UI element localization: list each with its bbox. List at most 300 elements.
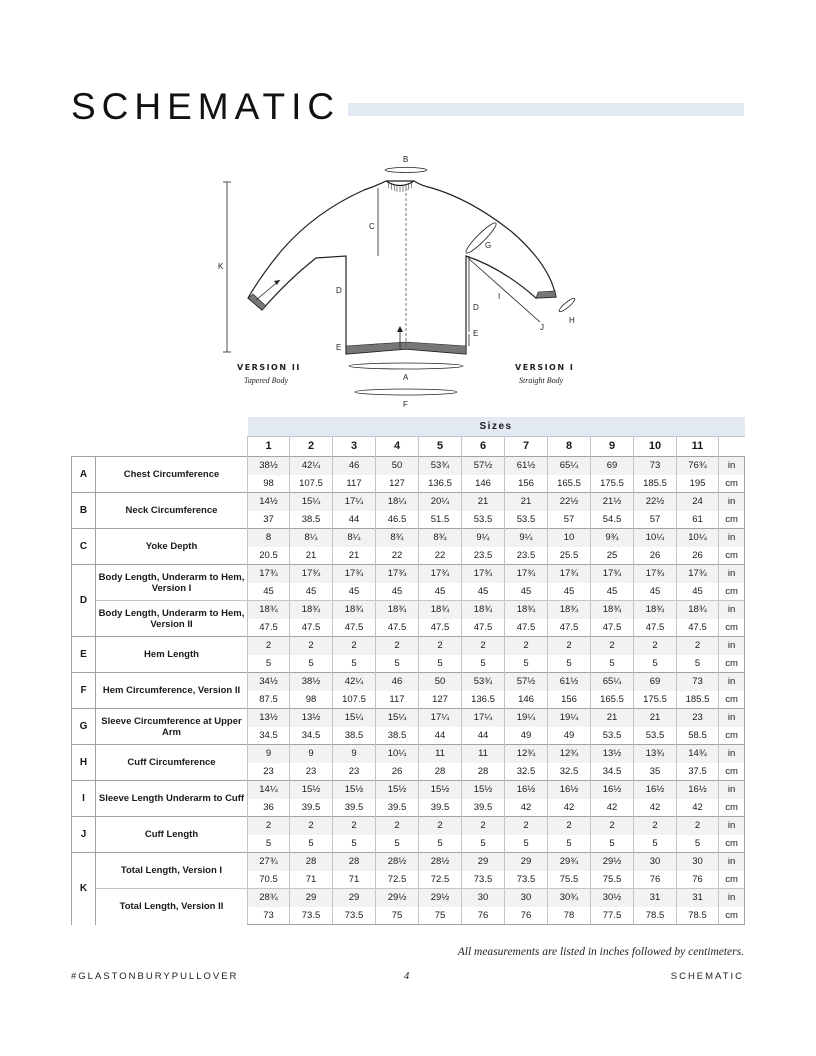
measurement-value: 156 bbox=[548, 691, 591, 709]
measurement-value: 15½ bbox=[462, 781, 505, 799]
measurement-letter: K bbox=[72, 853, 96, 925]
measurement-value: 17¼ bbox=[462, 709, 505, 727]
unit-label: in bbox=[719, 673, 745, 691]
measurement-value: 12¾ bbox=[548, 745, 591, 763]
unit-label: cm bbox=[719, 655, 745, 673]
measurement-value: 78.5 bbox=[677, 907, 719, 925]
measurement-value: 53.5 bbox=[634, 727, 677, 745]
size-header: 6 bbox=[462, 437, 505, 457]
measurement-value: 45 bbox=[505, 583, 548, 601]
measurement-value: 47.5 bbox=[290, 619, 333, 637]
measurement-value: 29½ bbox=[419, 889, 462, 907]
measurement-value: 18¾ bbox=[677, 601, 719, 619]
measurement-value: 165.5 bbox=[548, 475, 591, 493]
measurement-value: 14¾ bbox=[677, 745, 719, 763]
measurement-value: 75.5 bbox=[591, 871, 634, 889]
measurement-value: 2 bbox=[548, 637, 591, 655]
measurement-value: 38.5 bbox=[376, 727, 419, 745]
unit-label: cm bbox=[719, 835, 745, 853]
measurement-value: 10¼ bbox=[376, 745, 419, 763]
title-accent-bar bbox=[348, 103, 744, 116]
measurement-value: 42 bbox=[505, 799, 548, 817]
measurement-value: 2 bbox=[634, 817, 677, 835]
measurement-value: 71 bbox=[333, 871, 376, 889]
measurement-value: 20¼ bbox=[419, 493, 462, 511]
measurement-name: Body Length, Underarm to Hem, Version I bbox=[96, 565, 248, 601]
measurement-value: 71 bbox=[290, 871, 333, 889]
unit-label: in bbox=[719, 709, 745, 727]
measurement-value: 2 bbox=[333, 637, 376, 655]
measurement-value: 39.5 bbox=[462, 799, 505, 817]
measurement-value: 156 bbox=[505, 475, 548, 493]
footer-section: SCHEMATIC bbox=[670, 971, 744, 982]
measurement-value: 8¾ bbox=[376, 529, 419, 547]
measurement-value: 35 bbox=[634, 763, 677, 781]
measurement-value: 15¼ bbox=[333, 709, 376, 727]
measurement-value: 2 bbox=[290, 637, 333, 655]
measurement-value: 76 bbox=[677, 871, 719, 889]
measurement-value: 18¾ bbox=[419, 601, 462, 619]
measurement-value: 127 bbox=[419, 691, 462, 709]
measurement-name: Chest Circumference bbox=[96, 457, 248, 493]
measurement-value: 5 bbox=[290, 655, 333, 673]
measurement-value: 5 bbox=[248, 655, 290, 673]
measurement-value: 9 bbox=[248, 745, 290, 763]
measurement-value: 175.5 bbox=[634, 691, 677, 709]
measurement-value: 17¾ bbox=[248, 565, 290, 583]
measurement-value: 13½ bbox=[290, 709, 333, 727]
measurement-value: 117 bbox=[333, 475, 376, 493]
measurement-value: 37.5 bbox=[677, 763, 719, 781]
cuff-ellipse bbox=[558, 297, 577, 314]
measurement-value: 18¾ bbox=[376, 601, 419, 619]
size-header: 1 bbox=[248, 437, 290, 457]
measurement-value: 45 bbox=[419, 583, 462, 601]
table-row bbox=[72, 817, 745, 835]
unit-label: in bbox=[719, 565, 745, 583]
measurement-value: 2 bbox=[376, 637, 419, 655]
measurement-value: 73.5 bbox=[290, 907, 333, 925]
chest-circumference-ellipse bbox=[349, 363, 463, 369]
measurement-value: 5 bbox=[419, 655, 462, 673]
measurement-value: 185.5 bbox=[634, 475, 677, 493]
label-e-left: E bbox=[336, 343, 342, 352]
measurement-value: 47.5 bbox=[505, 619, 548, 637]
label-c: C bbox=[369, 222, 375, 231]
measurement-value: 18¾ bbox=[462, 601, 505, 619]
measurement-value: 21 bbox=[591, 709, 634, 727]
measurement-value: 53.5 bbox=[462, 511, 505, 529]
table-row bbox=[72, 457, 745, 475]
neck-outline bbox=[386, 181, 414, 186]
measurement-value: 57 bbox=[548, 511, 591, 529]
table-row bbox=[72, 673, 745, 691]
measurement-value: 146 bbox=[462, 475, 505, 493]
measurement-value: 21 bbox=[290, 547, 333, 565]
measurement-value: 54.5 bbox=[591, 511, 634, 529]
measurement-value: 50 bbox=[376, 457, 419, 475]
measurement-value: 15½ bbox=[419, 781, 462, 799]
measurement-value: 2 bbox=[677, 817, 719, 835]
right-cuff bbox=[536, 291, 556, 298]
measurement-value: 30½ bbox=[591, 889, 634, 907]
measurement-value: 45 bbox=[634, 583, 677, 601]
measurement-value: 23.5 bbox=[462, 547, 505, 565]
measurement-value: 57 bbox=[634, 511, 677, 529]
measurement-value: 18¾ bbox=[505, 601, 548, 619]
unit-label: in bbox=[719, 637, 745, 655]
measurement-value: 75 bbox=[376, 907, 419, 925]
measurement-value: 47.5 bbox=[548, 619, 591, 637]
measurement-value: 5 bbox=[419, 835, 462, 853]
measurement-value: 39.5 bbox=[333, 799, 376, 817]
measurement-value: 45 bbox=[462, 583, 505, 601]
measurement-value: 15½ bbox=[290, 781, 333, 799]
measurement-value: 53.5 bbox=[505, 511, 548, 529]
table-row bbox=[72, 565, 745, 583]
unit-label: cm bbox=[719, 619, 745, 637]
measurement-value: 28 bbox=[333, 853, 376, 871]
measurement-letter: I bbox=[72, 781, 96, 817]
measurement-value: 45 bbox=[591, 583, 634, 601]
measurement-value: 23 bbox=[333, 763, 376, 781]
measurement-value: 65¼ bbox=[591, 673, 634, 691]
measurement-value: 47.5 bbox=[419, 619, 462, 637]
measurement-value: 58.5 bbox=[677, 727, 719, 745]
measurement-value: 42 bbox=[548, 799, 591, 817]
measurement-value: 10 bbox=[548, 529, 591, 547]
measurement-value: 15½ bbox=[376, 781, 419, 799]
measurement-value: 8 bbox=[248, 529, 290, 547]
table-row bbox=[72, 745, 745, 763]
measurement-value: 2 bbox=[419, 817, 462, 835]
version-1-label: VERSION I bbox=[515, 363, 575, 372]
unit-label: cm bbox=[719, 691, 745, 709]
measurement-value: 34.5 bbox=[591, 763, 634, 781]
measurement-value: 78 bbox=[548, 907, 591, 925]
measurement-value: 30 bbox=[462, 889, 505, 907]
unit-label: cm bbox=[719, 583, 745, 601]
measurement-value: 15¼ bbox=[290, 493, 333, 511]
unit-label: in bbox=[719, 889, 745, 907]
label-j: J bbox=[540, 323, 544, 332]
measurement-value: 5 bbox=[333, 835, 376, 853]
measurement-value: 39.5 bbox=[419, 799, 462, 817]
measurement-letter: F bbox=[72, 673, 96, 709]
measurement-value: 17¾ bbox=[419, 565, 462, 583]
measurement-value: 2 bbox=[419, 637, 462, 655]
measurement-name: Sleeve Circumference at Upper Arm bbox=[96, 709, 248, 745]
measurement-value: 17¾ bbox=[462, 565, 505, 583]
unit-label: in bbox=[719, 493, 745, 511]
measurement-value: 13½ bbox=[248, 709, 290, 727]
measurement-value: 50 bbox=[419, 673, 462, 691]
measurement-value: 2 bbox=[505, 637, 548, 655]
measurement-value: 28½ bbox=[419, 853, 462, 871]
measurement-value: 5 bbox=[591, 835, 634, 853]
measurement-value: 29 bbox=[290, 889, 333, 907]
measurement-value: 45 bbox=[548, 583, 591, 601]
measurement-value: 51.5 bbox=[419, 511, 462, 529]
measurement-name: Cuff Circumference bbox=[96, 745, 248, 781]
measurement-value: 25.5 bbox=[548, 547, 591, 565]
measurement-value: 65¼ bbox=[548, 457, 591, 475]
measurement-name: Neck Circumference bbox=[96, 493, 248, 529]
table-row bbox=[72, 781, 745, 799]
measurement-value: 18¾ bbox=[248, 601, 290, 619]
measurement-value: 8¼ bbox=[333, 529, 376, 547]
measurement-value: 117 bbox=[376, 691, 419, 709]
unit-label: cm bbox=[719, 727, 745, 745]
measurement-value: 73.5 bbox=[462, 871, 505, 889]
measurement-value: 127 bbox=[376, 475, 419, 493]
measurement-value: 72.5 bbox=[419, 871, 462, 889]
measurement-value: 5 bbox=[505, 835, 548, 853]
measurement-value: 2 bbox=[591, 817, 634, 835]
measurement-value: 5 bbox=[462, 655, 505, 673]
measurement-value: 17¾ bbox=[333, 565, 376, 583]
measurement-value: 5 bbox=[333, 655, 376, 673]
measurement-value: 45 bbox=[677, 583, 719, 601]
measurement-value: 17¾ bbox=[634, 565, 677, 583]
measurement-letter: B bbox=[72, 493, 96, 529]
measurement-value: 45 bbox=[376, 583, 419, 601]
measurement-letter: A bbox=[72, 457, 96, 493]
neck-circumference-ellipse bbox=[385, 168, 427, 173]
measurement-value: 27¾ bbox=[248, 853, 290, 871]
measurement-value: 69 bbox=[634, 673, 677, 691]
measurement-value: 5 bbox=[591, 655, 634, 673]
measurement-value: 75.5 bbox=[548, 871, 591, 889]
measurement-name: Total Length, Version II bbox=[96, 889, 248, 925]
measurement-value: 42¼ bbox=[333, 673, 376, 691]
measurement-value: 98 bbox=[290, 691, 333, 709]
size-header: 5 bbox=[419, 437, 462, 457]
measurement-value: 49 bbox=[505, 727, 548, 745]
measurement-value: 17¾ bbox=[591, 565, 634, 583]
size-header: 7 bbox=[505, 437, 548, 457]
label-h: H bbox=[569, 316, 575, 325]
measurement-value: 136.5 bbox=[419, 475, 462, 493]
unit-label: in bbox=[719, 601, 745, 619]
measurement-value: 28½ bbox=[376, 853, 419, 871]
measurement-value: 18¾ bbox=[290, 601, 333, 619]
measurement-value: 12¾ bbox=[505, 745, 548, 763]
measurement-value: 16½ bbox=[634, 781, 677, 799]
unit-label: in bbox=[719, 745, 745, 763]
measurement-value: 25 bbox=[591, 547, 634, 565]
measurement-value: 26 bbox=[634, 547, 677, 565]
measurement-value: 44 bbox=[419, 727, 462, 745]
label-f: F bbox=[403, 400, 408, 409]
measurement-value: 8¾ bbox=[419, 529, 462, 547]
size-header: 10 bbox=[634, 437, 677, 457]
measurement-value: 2 bbox=[505, 817, 548, 835]
footer-hashtag: #GLASTONBURYPULLOVER bbox=[71, 971, 239, 982]
measurement-value: 23 bbox=[290, 763, 333, 781]
measurement-value: 21 bbox=[505, 493, 548, 511]
measurement-name: Hem Circumference, Version II bbox=[96, 673, 248, 709]
size-header: 9 bbox=[591, 437, 634, 457]
unit-label: cm bbox=[719, 511, 745, 529]
measurement-value: 45 bbox=[248, 583, 290, 601]
measurement-value: 5 bbox=[376, 655, 419, 673]
measurement-value: 17¾ bbox=[290, 565, 333, 583]
version-1-sub: Straight Body bbox=[519, 376, 564, 385]
measurement-value: 18¾ bbox=[333, 601, 376, 619]
measurement-value: 47.5 bbox=[634, 619, 677, 637]
sweater-outline bbox=[248, 181, 556, 354]
measurement-value: 53.5 bbox=[591, 727, 634, 745]
measurement-value: 42¼ bbox=[290, 457, 333, 475]
measurement-note: All measurements are listed in inches followed by centimeters. bbox=[457, 946, 744, 958]
measurement-value: 76 bbox=[505, 907, 548, 925]
measurement-value: 76 bbox=[462, 907, 505, 925]
measurement-value: 10¼ bbox=[677, 529, 719, 547]
measurement-value: 17¾ bbox=[548, 565, 591, 583]
sizes-header: Sizes bbox=[248, 417, 745, 437]
label-e-right: E bbox=[473, 329, 479, 338]
measurement-value: 16½ bbox=[591, 781, 634, 799]
measurement-name: Cuff Length bbox=[96, 817, 248, 853]
measurement-value: 57½ bbox=[462, 457, 505, 475]
measurement-value: 5 bbox=[677, 655, 719, 673]
measurement-value: 46 bbox=[376, 673, 419, 691]
measurement-value: 28 bbox=[462, 763, 505, 781]
measurement-value: 26 bbox=[677, 547, 719, 565]
measurement-value: 9 bbox=[333, 745, 376, 763]
measurement-value: 5 bbox=[376, 835, 419, 853]
measurement-value: 19¼ bbox=[505, 709, 548, 727]
measurement-value: 5 bbox=[505, 655, 548, 673]
measurement-value: 28¾ bbox=[248, 889, 290, 907]
measurement-letter: C bbox=[72, 529, 96, 565]
measurement-value: 26 bbox=[376, 763, 419, 781]
table-row bbox=[72, 529, 745, 547]
label-i: I bbox=[498, 292, 501, 301]
measurement-value: 18¼ bbox=[376, 493, 419, 511]
measurement-value: 39.5 bbox=[290, 799, 333, 817]
label-d-right: D bbox=[473, 303, 479, 312]
measurement-value: 11 bbox=[419, 745, 462, 763]
measurement-value: 53¾ bbox=[462, 673, 505, 691]
measurement-value: 73.5 bbox=[505, 871, 548, 889]
unit-label: cm bbox=[719, 799, 745, 817]
measurement-value: 2 bbox=[333, 817, 376, 835]
measurement-value: 29½ bbox=[376, 889, 419, 907]
label-b: B bbox=[403, 155, 409, 164]
measurement-value: 18¾ bbox=[634, 601, 677, 619]
measurement-value: 9¼ bbox=[462, 529, 505, 547]
measurement-value: 2 bbox=[677, 637, 719, 655]
table-row bbox=[72, 709, 745, 727]
measurement-value: 16½ bbox=[548, 781, 591, 799]
measurement-value: 5 bbox=[634, 655, 677, 673]
measurement-value: 23 bbox=[248, 763, 290, 781]
measurement-value: 10¼ bbox=[634, 529, 677, 547]
measurement-value: 9¼ bbox=[505, 529, 548, 547]
measurement-value: 5 bbox=[248, 835, 290, 853]
measurement-value: 98 bbox=[248, 475, 290, 493]
measurement-value: 30 bbox=[505, 889, 548, 907]
measurement-value: 47.5 bbox=[677, 619, 719, 637]
hem-circumference-ellipse bbox=[355, 389, 457, 395]
measurement-value: 22 bbox=[419, 547, 462, 565]
measurement-value: 17¼ bbox=[333, 493, 376, 511]
measurement-value: 24 bbox=[677, 493, 719, 511]
measurement-value: 29½ bbox=[591, 853, 634, 871]
measurement-value: 23 bbox=[677, 709, 719, 727]
measurement-value: 30¾ bbox=[548, 889, 591, 907]
measurement-value: 11 bbox=[462, 745, 505, 763]
measurement-value: 47.5 bbox=[591, 619, 634, 637]
measurement-value: 77.5 bbox=[591, 907, 634, 925]
measurement-value: 78.5 bbox=[634, 907, 677, 925]
measurement-value: 185.5 bbox=[677, 691, 719, 709]
measurement-value: 39.5 bbox=[376, 799, 419, 817]
version-2-label: VERSION II bbox=[237, 363, 301, 372]
measurement-value: 175.5 bbox=[591, 475, 634, 493]
measurement-value: 9¾ bbox=[591, 529, 634, 547]
measurement-value: 165.5 bbox=[591, 691, 634, 709]
measurement-name: Sleeve Length Underarm to Cuff bbox=[96, 781, 248, 817]
label-a: A bbox=[403, 373, 409, 382]
measurement-value: 72.5 bbox=[376, 871, 419, 889]
measurement-value: 15¼ bbox=[376, 709, 419, 727]
measurement-value: 195 bbox=[677, 475, 719, 493]
measurement-value: 2 bbox=[634, 637, 677, 655]
measurement-value: 57½ bbox=[505, 673, 548, 691]
measurement-value: 2 bbox=[376, 817, 419, 835]
measurement-value: 16½ bbox=[505, 781, 548, 799]
table-row bbox=[72, 601, 745, 619]
measurement-value: 17¾ bbox=[376, 565, 419, 583]
measurement-value: 47.5 bbox=[376, 619, 419, 637]
measurement-value: 73.5 bbox=[333, 907, 376, 925]
measurement-value: 87.5 bbox=[248, 691, 290, 709]
table-row bbox=[72, 889, 745, 907]
measurement-value: 22 bbox=[376, 547, 419, 565]
measurement-value: 38½ bbox=[290, 673, 333, 691]
measurement-value: 5 bbox=[548, 655, 591, 673]
measurement-value: 17¾ bbox=[677, 565, 719, 583]
unit-label: cm bbox=[719, 475, 745, 493]
measurement-value: 136.5 bbox=[462, 691, 505, 709]
measurement-value: 44 bbox=[462, 727, 505, 745]
measurement-value: 5 bbox=[634, 835, 677, 853]
measurement-value: 5 bbox=[462, 835, 505, 853]
version-2-sub: Tapered Body bbox=[244, 376, 289, 385]
measurement-value: 107.5 bbox=[333, 691, 376, 709]
measurement-value: 5 bbox=[290, 835, 333, 853]
measurement-name: Total Length, Version I bbox=[96, 853, 248, 889]
measurement-value: 61½ bbox=[505, 457, 548, 475]
measurement-value: 21 bbox=[634, 709, 677, 727]
measurement-value: 46 bbox=[333, 457, 376, 475]
measurement-value: 47.5 bbox=[333, 619, 376, 637]
measurement-value: 23.5 bbox=[505, 547, 548, 565]
measurement-value: 29 bbox=[333, 889, 376, 907]
measurements-table bbox=[71, 417, 745, 925]
size-header: 11 bbox=[677, 437, 719, 457]
measurement-value: 76 bbox=[634, 871, 677, 889]
measurement-value: 22½ bbox=[634, 493, 677, 511]
measurement-value: 45 bbox=[333, 583, 376, 601]
measurement-value: 32.5 bbox=[505, 763, 548, 781]
measurement-value: 2 bbox=[591, 637, 634, 655]
measurement-value: 2 bbox=[462, 817, 505, 835]
measurement-value: 13¾ bbox=[634, 745, 677, 763]
